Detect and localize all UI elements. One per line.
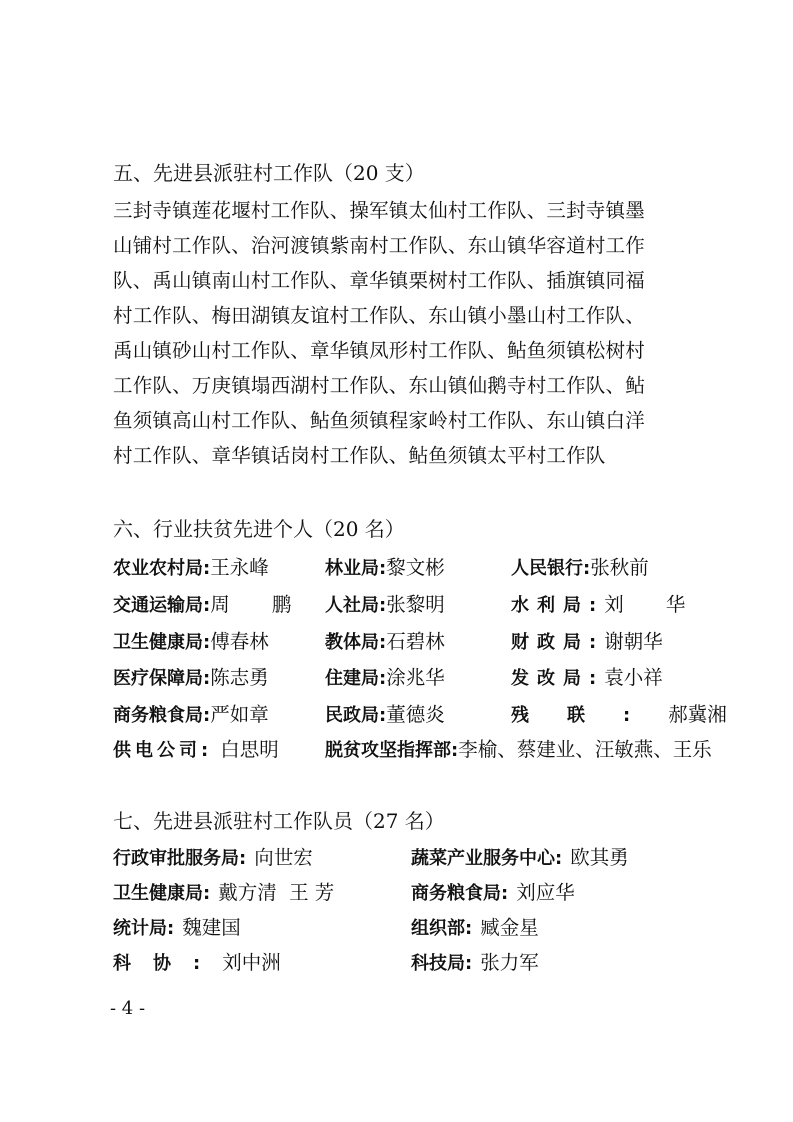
- team-member-row: [113, 843, 683, 873]
- team-member-entry: [113, 843, 313, 874]
- department-label: 行政审批服务局:: [113, 848, 247, 869]
- team-member-name: 向世宏: [254, 846, 313, 869]
- team-member-entry: [113, 878, 334, 909]
- awardee-name: 谢朝华: [604, 630, 663, 653]
- department-label: 林业局:: [325, 558, 387, 579]
- department-label: 水利局:: [511, 595, 605, 616]
- department-label: 卫生健康局:: [113, 883, 211, 904]
- department-label: 人民银行:: [511, 558, 591, 579]
- section-6-heading: 六、行业扶贫先进个人（20 名）: [113, 517, 405, 541]
- awardee-row: [113, 590, 704, 620]
- section-5-heading: 五、先进县派驻村工作队（20 支）: [113, 161, 425, 185]
- section-5-line: 禹山镇砂山村工作队、章华镇凤形村工作队、鲇鱼须镇松树村: [113, 339, 645, 362]
- section-5-line: 村工作队、章华镇话岗村工作队、鲇鱼须镇太平村工作队: [113, 444, 606, 467]
- department-label: 商务粮食局:: [113, 705, 211, 726]
- department-label: 科技局:: [411, 953, 473, 974]
- awardee-row: [113, 663, 683, 693]
- awardee-entry: [511, 590, 703, 621]
- awardee-entry: [511, 700, 727, 731]
- awardee-name: 郝冀湘: [668, 703, 727, 726]
- awardee-row: [113, 627, 683, 657]
- team-member-row: [113, 948, 683, 978]
- awardee-name: 黎文彬: [386, 556, 445, 579]
- awardee-entry: [325, 627, 445, 658]
- department-label: 交通运输局:: [113, 595, 211, 616]
- team-member-entry: [411, 948, 539, 979]
- team-member-entry: [113, 948, 281, 979]
- awardee-name: 李榆、蔡建业、汪敏燕、王乐: [458, 738, 712, 761]
- department-label: 脱贫攻坚指挥部:: [325, 740, 459, 761]
- awardee-entry: [325, 553, 445, 584]
- section-5-line: 村工作队、梅田湖镇友谊村工作队、东山镇小墨山村工作队、: [113, 304, 645, 327]
- department-label: 民政局:: [325, 705, 387, 726]
- section-7-heading: 七、先进县派驻村工作队员（27 名）: [113, 809, 445, 833]
- department-label: 残联:: [511, 705, 669, 726]
- team-member-name: 欧其勇: [570, 846, 629, 869]
- awardee-row: [113, 735, 712, 765]
- department-label: 供电公司:: [113, 740, 213, 761]
- team-member-row: [113, 913, 683, 943]
- awardee-entry: [511, 627, 663, 658]
- awardee-name: 傅春林: [210, 630, 269, 653]
- section-5-line: 队、禹山镇南山村工作队、章华镇栗树村工作队、插旗镇同福: [113, 269, 645, 292]
- awardee-name: 张秋前: [590, 556, 649, 579]
- awardee-row: [113, 700, 727, 730]
- department-label: 卫生健康局:: [113, 632, 211, 653]
- awardee-entry: [511, 663, 663, 694]
- team-member-name: 刘应华: [516, 881, 575, 904]
- awardee-entry: [325, 663, 445, 694]
- team-member-entry: [411, 913, 539, 944]
- department-label: 统计局:: [113, 918, 175, 939]
- awardee-entry: [113, 700, 269, 731]
- awardee-name: 白思明: [220, 738, 279, 761]
- department-label: 商务粮食局:: [411, 883, 509, 904]
- team-member-name: 臧金星: [480, 916, 539, 939]
- awardee-name: 周 鹏: [210, 593, 310, 616]
- awardee-name: 石碧林: [386, 630, 445, 653]
- awardee-name: 王永峰: [210, 556, 269, 579]
- department-label: 教体局:: [325, 632, 387, 653]
- awardee-name: 严如章: [210, 703, 269, 726]
- team-member-name: 刘中洲: [222, 951, 281, 974]
- awardee-entry: [325, 735, 712, 766]
- team-member-name: 戴方清 王 芳: [218, 881, 335, 904]
- page-number: - 4 -: [110, 998, 146, 1019]
- section-5-body: [113, 193, 681, 473]
- awardee-row: [113, 553, 683, 583]
- awardee-entry: [113, 553, 269, 584]
- awardee-name: 陈志勇: [210, 666, 269, 689]
- awardee-name: 张黎明: [386, 593, 445, 616]
- awardee-entry: [325, 700, 445, 731]
- team-member-entry: [113, 913, 241, 944]
- awardee-entry: [325, 590, 445, 621]
- awardee-entry: [511, 553, 649, 584]
- awardee-name: 涂兆华: [386, 666, 445, 689]
- department-label: 科协:: [113, 953, 223, 974]
- team-member-entry: [411, 843, 629, 874]
- awardee-entry: [113, 663, 269, 694]
- department-label: 农业农村局:: [113, 558, 211, 579]
- awardee-entry: [113, 735, 279, 766]
- section-5-line: 三封寺镇莲花堰村工作队、操军镇太仙村工作队、三封寺镇墨: [113, 199, 645, 222]
- department-label: 发改局:: [511, 668, 605, 689]
- awardee-name: 刘 华: [604, 593, 704, 616]
- department-label: 医疗保障局:: [113, 668, 211, 689]
- department-label: 蔬菜产业服务中心:: [411, 848, 563, 869]
- awardee-name: 袁小祥: [604, 666, 663, 689]
- department-label: 组织部:: [411, 918, 473, 939]
- awardee-name: 董德炎: [386, 703, 445, 726]
- department-label: 住建局:: [325, 668, 387, 689]
- department-label: 财政局:: [511, 632, 605, 653]
- team-member-row: [113, 878, 683, 908]
- department-label: 人社局:: [325, 595, 387, 616]
- team-member-name: 魏建国: [182, 916, 241, 939]
- team-member-name: 张力军: [480, 951, 539, 974]
- awardee-entry: [113, 627, 269, 658]
- awardee-entry: [113, 590, 309, 621]
- team-member-entry: [411, 878, 575, 909]
- section-5-line: 鱼须镇高山村工作队、鲇鱼须镇程家岭村工作队、东山镇白洋: [113, 409, 645, 432]
- section-5-line: 山铺村工作队、治河渡镇紫南村工作队、东山镇华容道村工作: [113, 234, 645, 257]
- section-5-line: 工作队、万庚镇塌西湖村工作队、东山镇仙鹅寺村工作队、鲇: [113, 374, 645, 397]
